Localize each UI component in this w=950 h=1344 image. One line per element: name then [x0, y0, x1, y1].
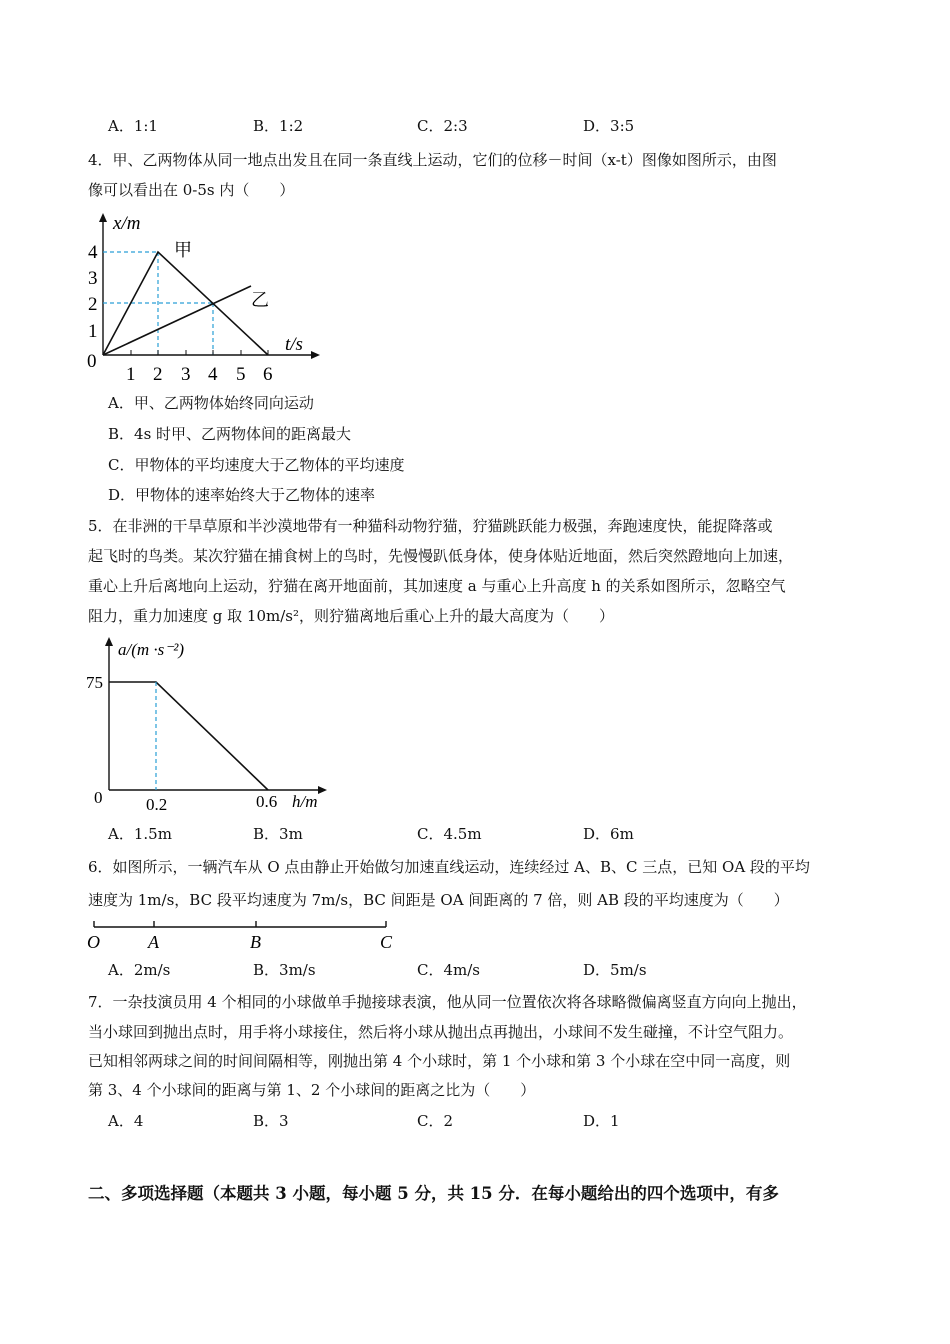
q7-option-a: A．4: [108, 1112, 144, 1130]
q4-xtick-5: 5: [236, 364, 246, 385]
q6-point-a: A: [148, 932, 159, 952]
q5-a-line: [109, 682, 268, 790]
q4-xtick-6: 6: [263, 364, 273, 385]
q4-ytick-1: 1: [88, 321, 98, 342]
q5-xtick-06: 0.6: [256, 792, 278, 811]
q4-stem-line2: 像可以看出在 0-5s 内（ ）: [88, 181, 295, 199]
q7-option-b: B．3: [253, 1112, 289, 1130]
q6-stem-line1: 6．如图所示，一辆汽车从 O 点由静止开始做匀加速直线运动，连续经过 A、B、C 三点，已知 OA 段的平均: [88, 858, 810, 876]
q5-x-label: h/m: [292, 792, 318, 811]
q6-option-b: B．3m/s: [253, 961, 316, 979]
q4-xtick-3: 3: [181, 364, 191, 385]
q4-option-b: B．4s 时甲、乙两物体间的距离最大: [108, 425, 352, 443]
q5-option-d: D．6m: [583, 825, 634, 843]
q5-option-c: C．4.5m: [417, 825, 482, 843]
q4-label-jia: 甲: [174, 240, 192, 260]
q7-stem-line2: 当小球回到抛出点时，用手将小球接住，然后将小球从抛出点再抛出，小球间不发生碰撞，不计空气阻力。: [88, 1023, 794, 1041]
q3-option-a: A．1:1: [108, 117, 158, 135]
q5-ytick-75: 75: [86, 673, 103, 692]
q3-option-d: D．3:5: [583, 117, 635, 135]
q5-stem-line3: 重心上升后离地向上运动，狞猫在离开地面前，其加速度 a 与重心上升高度 h 的关系如图所示，忽略空气: [88, 577, 786, 595]
q3-option-c: C．2:3: [417, 117, 468, 135]
q4-line-yi: [103, 286, 251, 355]
q6-stem-line2: 速度为 1m/s，BC 段平均速度为 7m/s，BC 间距是 OA 间距离的 7 倍，则 AB 段的平均速度为（ ）: [88, 891, 789, 909]
q4-option-a: A．甲、乙两物体始终同向运动: [108, 394, 314, 412]
q5-origin: 0: [94, 788, 103, 807]
q6-option-d: D．5m/s: [583, 961, 647, 979]
q5-y-label: a/(m ·s⁻²): [118, 640, 185, 659]
q4-ytick-3: 3: [88, 268, 98, 289]
q7-option-c: C．2: [417, 1112, 454, 1130]
q4-origin: 0: [87, 351, 97, 372]
q4-ytick-2: 2: [88, 294, 98, 315]
q5-option-b: B．3m: [253, 825, 303, 843]
q4-stem-line1: 4．甲、乙两物体从同一地点出发且在同一条直线上运动，它们的位移－时间（x-t）图像如图所示，由图: [88, 151, 777, 169]
q4-y-label: x/m: [113, 213, 141, 234]
q4-ytick-4: 4: [88, 242, 98, 263]
q4-xtick-1: 1: [126, 364, 136, 385]
q5-option-a: A．1.5m: [108, 825, 172, 843]
q6-point-o: O: [87, 932, 100, 952]
q7-option-d: D．1: [583, 1112, 620, 1130]
q7-stem-line3: 已知相邻两球之间的时间间隔相等，刚抛出第 4 个小球时，第 1 个小球和第 3 个小球在空中同一高度，则: [88, 1052, 791, 1070]
q6-option-a: A．2m/s: [108, 961, 171, 979]
q6-point-c: C: [380, 932, 393, 952]
q4-xt-graph: [86, 210, 326, 385]
q7-stem-line1: 7．一杂技演员用 4 个相同的小球做单手抛接球表演，他从同一位置依次将各球略微偏离竖直方向向上抛出，: [88, 993, 807, 1011]
q6-line-diagram: [86, 918, 396, 954]
q4-xtick-2: 2: [153, 364, 163, 385]
q5-ah-graph: [86, 632, 336, 812]
q5-stem-line4: 阻力，重力加速度 g 取 10m/s²，则狞猫离地后重心上升的最大高度为（ ）: [88, 607, 614, 625]
q5-stem-line1: 5．在非洲的干旱草原和半沙漠地带有一种猫科动物狞猫，狞猫跳跃能力极强，奔跑速度快，能捉降落或: [88, 517, 773, 535]
q6-point-b: B: [250, 932, 261, 952]
q5-stem-line2: 起飞时的鸟类。某次狞猫在捕食树上的鸟时，先慢慢趴低身体，使身体贴近地面，然后突然蹬地向上加速，: [88, 547, 794, 565]
q4-option-c: C．甲物体的平均速度大于乙物体的平均速度: [108, 456, 405, 474]
q3-option-b: B．1:2: [253, 117, 304, 135]
q5-xtick-02: 0.2: [146, 795, 168, 812]
section2-heading: 二、多项选择题（本题共 3 小题，每小题 5 分，共 15 分．在每小题给出的四个选项中，有多: [88, 1184, 779, 1203]
q4-xtick-4: 4: [208, 364, 218, 385]
q7-stem-line4: 第 3、4 个小球间的距离与第 1、2 个小球间的距离之比为（ ）: [88, 1081, 536, 1099]
q4-x-label: t/s: [285, 334, 303, 355]
q4-label-yi: 乙: [251, 290, 269, 310]
q4-option-d: D．甲物体的速率始终大于乙物体的速率: [108, 486, 376, 504]
q6-option-c: C．4m/s: [417, 961, 480, 979]
